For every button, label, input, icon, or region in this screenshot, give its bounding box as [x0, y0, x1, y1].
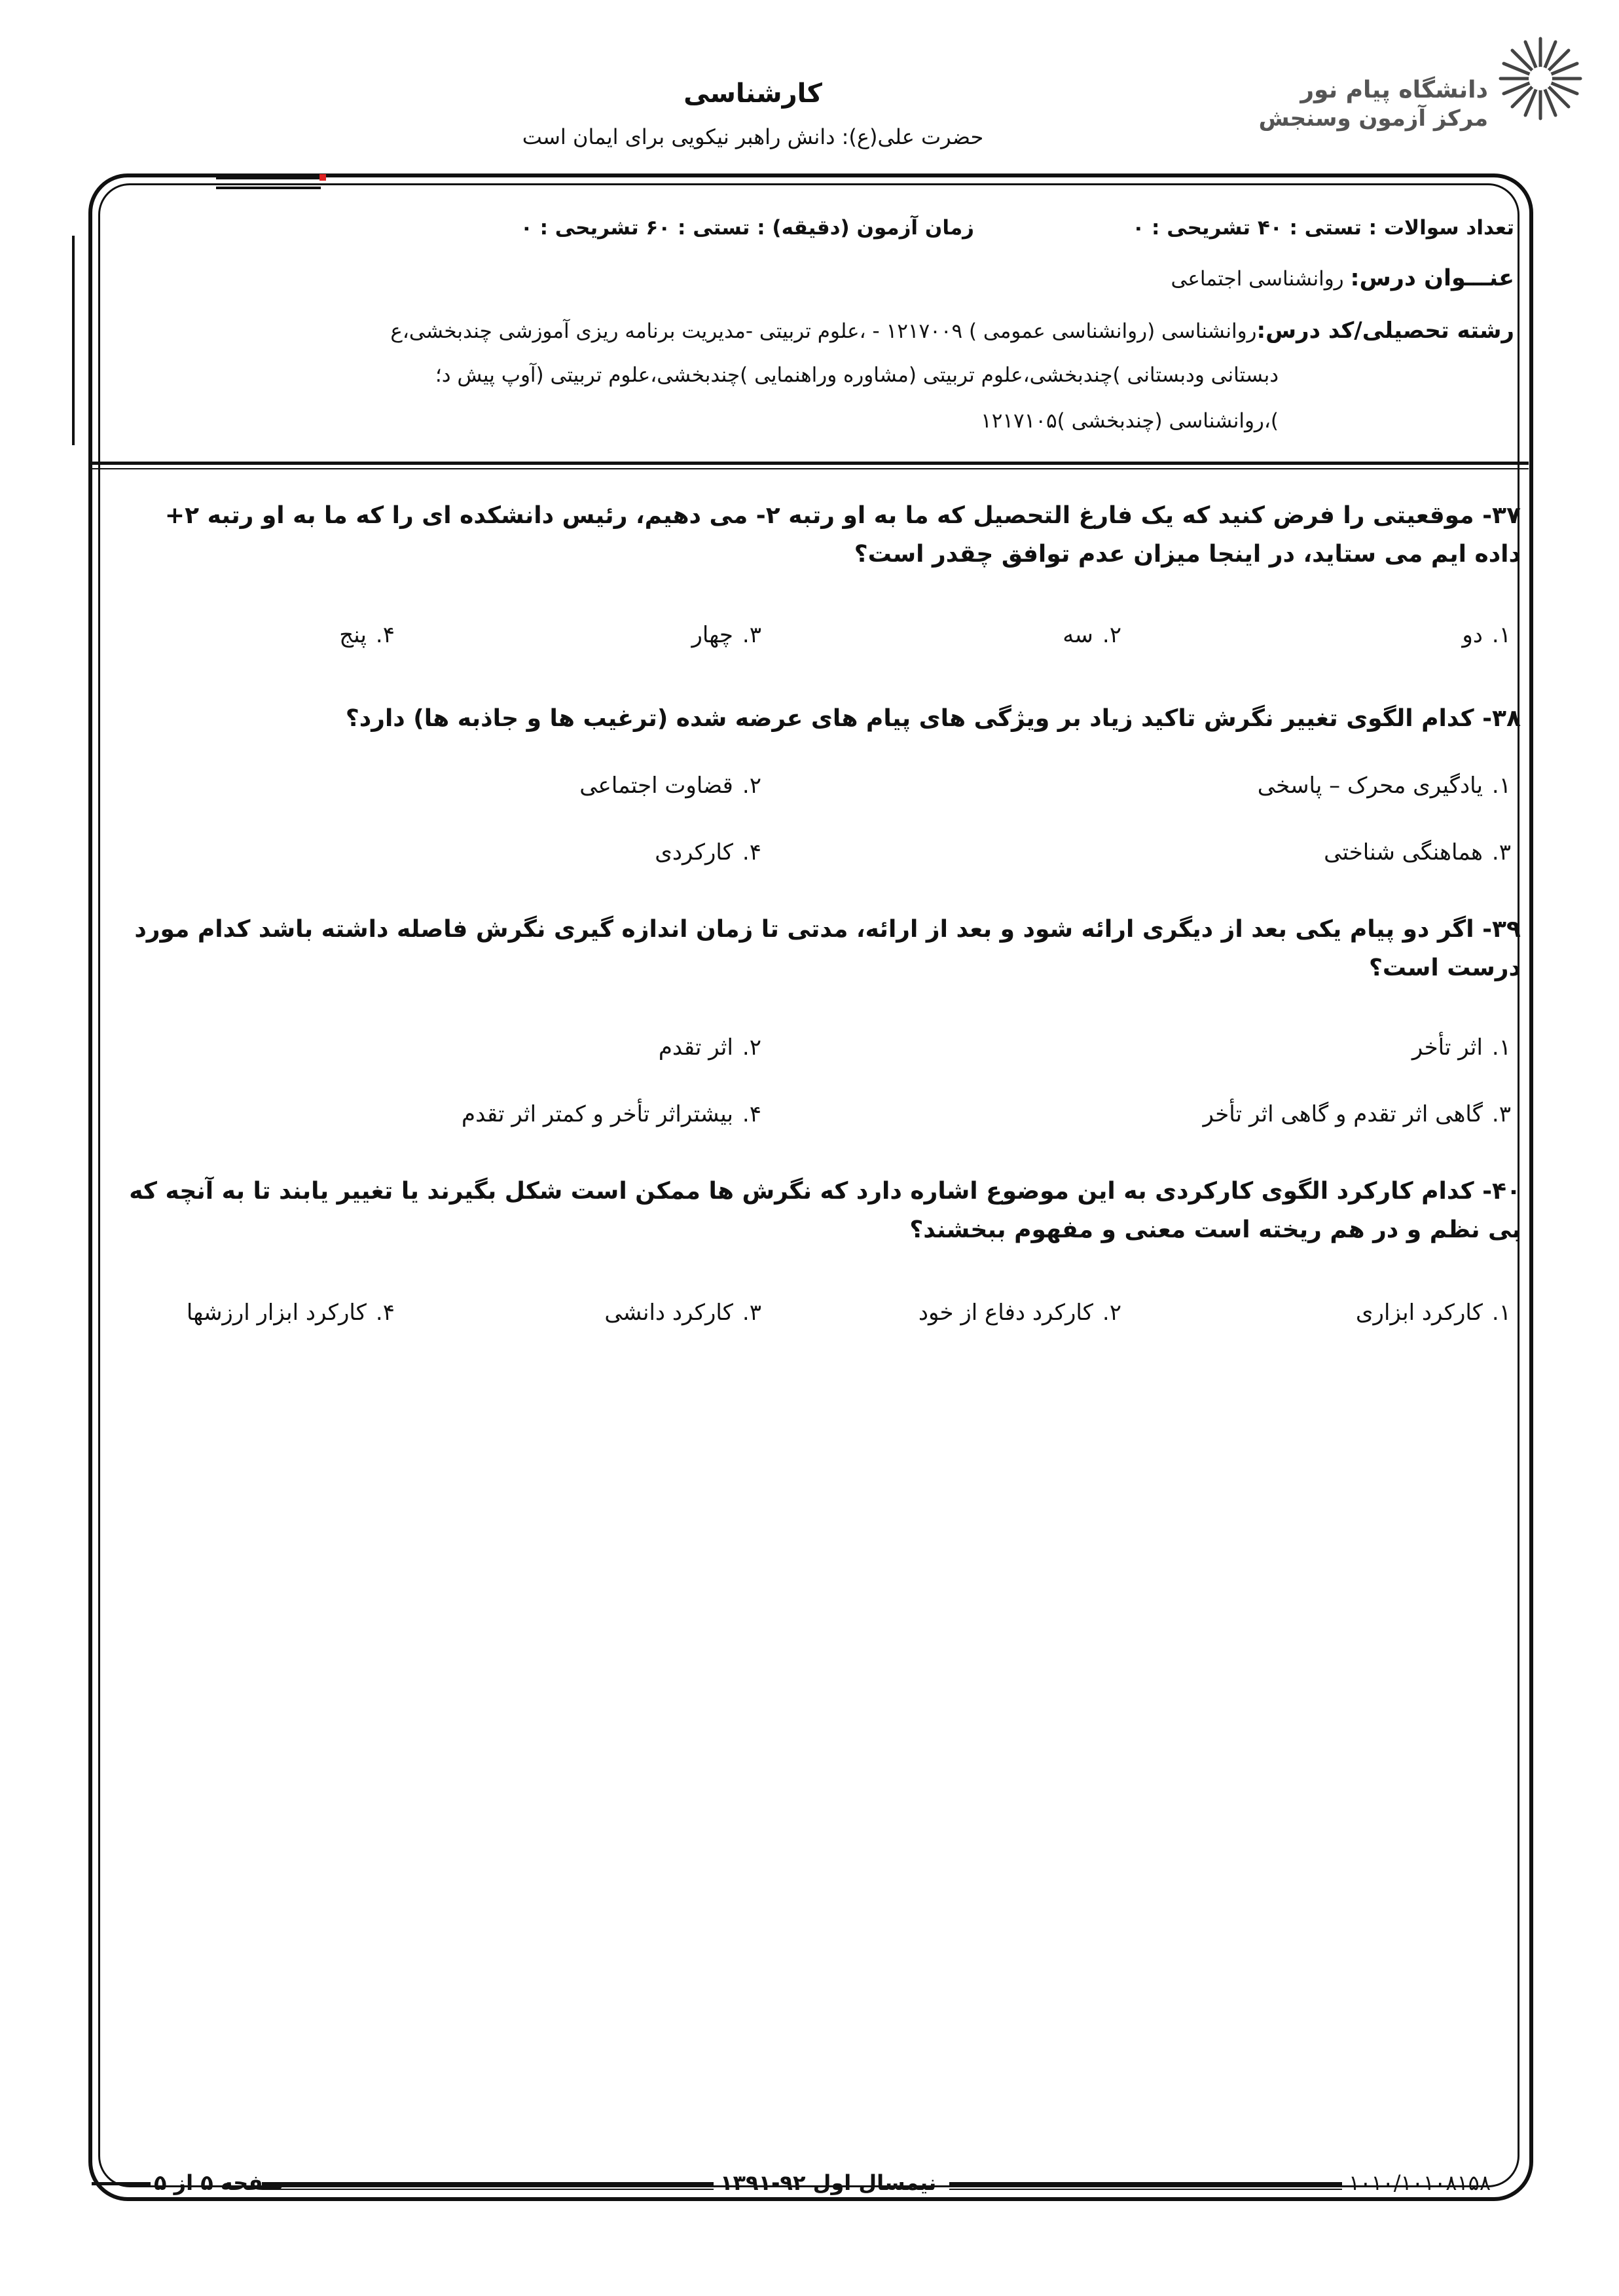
frame-mark — [216, 187, 321, 189]
option-40-3[interactable]: ۳.کارکرد دانشی — [604, 1300, 761, 1326]
option-38-4[interactable]: ۴.کارکردی — [655, 839, 761, 866]
question-count: تعداد سوالات : تستی : ۴۰ تشریحی : ۰ — [1132, 216, 1514, 240]
option-40-4[interactable]: ۴.کارکرد ابزار ارزشها — [186, 1300, 395, 1326]
university-logo-icon — [1498, 36, 1583, 121]
semester: نیمسال اول ۹۲-۱۳۹۱ — [720, 2170, 937, 2195]
question-40 — [120, 1172, 1521, 1250]
option-40-2[interactable]: ۲.کارکرد دفاع از خود — [918, 1300, 1121, 1326]
exam-time: زمان آزمون (دقیقه) : تستی : ۶۰ تشریحی : ۰ — [520, 216, 974, 240]
footer-rule-right-thin — [949, 2189, 1342, 2190]
exam-code: ۱۰۱۰/۱۰۱۰۸۱۵۸ — [1349, 2170, 1491, 2195]
footer-rule-right — [949, 2182, 1342, 2185]
option-40-1[interactable]: ۱.کارکرد ابزاری — [1355, 1300, 1511, 1326]
option-39-2[interactable]: ۲.اثر تقدم — [658, 1034, 761, 1061]
option-38-3[interactable]: ۳.هماهنگی شناختی — [1324, 839, 1511, 866]
exam-level: کارشناسی — [683, 79, 822, 109]
center-name: مرکز آزمون وسنجش — [1258, 105, 1488, 132]
question-number: ۳۸- — [1482, 705, 1521, 732]
field-line-1: روانشناسی (روانشناسی عمومی ) ۱۲۱۷۰۰۹ - ،علوم تربیتی -مدیریت برنامه ریزی آموزشی چندبخشی،ع — [390, 319, 1257, 343]
course-title-key: عنـــوان درس: — [1350, 265, 1514, 291]
question-number: ۴۰- — [1482, 1178, 1521, 1205]
field-line-2: دبستانی ودبستانی )چندبخشی،علوم تربیتی (مشاوره وراهنمایی )چندبخشی،علوم تربیتی (آوپ پیش د؛ — [435, 363, 1279, 387]
field-row-1 — [205, 318, 1514, 344]
option-38-2[interactable]: ۲.قضاوت اجتماعی — [579, 773, 761, 799]
footer-rule-edge-left — [92, 2182, 151, 2185]
page-number: صفحه ۵ از ۵ — [154, 2170, 284, 2195]
question-number: ۳۹- — [1482, 916, 1521, 943]
option-37-2[interactable]: ۲.سه — [1063, 622, 1121, 648]
option-37-3[interactable]: ۳.چهار — [691, 622, 761, 648]
question-number: ۳۷- — [1482, 502, 1521, 529]
course-title-row — [139, 265, 1514, 291]
field-line-3: )،روانشناسی (چندبخشی )۱۲۱۷۱۰۵ — [981, 409, 1279, 433]
question-text: اگر دو پیام یکی بعد از دیگری ارائه شود و بعد از ارائه، مدتی تا زمان اندازه گیری نگرش فاصله داشته باشد کدام مورد درست است؟ — [134, 916, 1521, 982]
question-text: موقعیتی را فرض کنید که یک فارغ التحصیل که ما به او رتبه ۲- می دهیم، رئیس دانشکده ای را که ما به او رتبه ۲+ داده ایم می ستاید، در اینجا میزان عدم توافق چقدر است؟ — [164, 502, 1521, 568]
question-39 — [120, 910, 1521, 988]
header-separator-thin — [92, 468, 1529, 469]
option-37-4[interactable]: ۴.پنج — [339, 622, 395, 648]
frame-edge-mark — [72, 236, 80, 445]
course-title-value: روانشناسی اجتماعی — [1171, 267, 1351, 291]
question-text: کدام الگوی تغییر نگرش تاکید زیاد بر ویژگی های پیام های عرضه شده (ترغیب ها و جاذبه ها) دارد؟ — [345, 705, 1474, 732]
option-37-1[interactable]: ۱.دو — [1462, 622, 1511, 648]
field-key: رشته تحصیلی/کد درس: — [1256, 318, 1514, 344]
option-39-1[interactable]: ۱.اثر تأخر — [1411, 1034, 1511, 1061]
university-name: دانشگاه پیام نور — [1300, 77, 1488, 103]
option-39-3[interactable]: ۳.گاهی اثر تقدم و گاهی اثر تأخر — [1203, 1101, 1511, 1127]
footer-rule-left — [262, 2182, 714, 2185]
question-37 — [120, 496, 1521, 574]
option-38-1[interactable]: ۱.یادگیری محرک – پاسخی — [1257, 773, 1511, 799]
question-text: کدام کارکرد الگوی کارکردی به این موضوع اشاره دارد که نگرش ها ممکن است شکل بگیرند یا تغییر یابند تا به آنچه که بی نظم و در هم ریخته است معنی و مفهوم ببخشند؟ — [129, 1178, 1521, 1244]
frame-mark — [216, 175, 321, 179]
question-38 — [120, 699, 1521, 738]
header-separator — [92, 462, 1529, 465]
frame-mark-red — [319, 174, 326, 181]
motto: حضرت علی(ع): دانش راهبر نیکویی برای ایمان است — [522, 124, 984, 149]
option-39-4[interactable]: ۴.بیشتراثر تأخر و کمتر اثر تقدم — [462, 1101, 761, 1127]
university-name-block — [1252, 75, 1488, 133]
footer-rule-left-thin — [262, 2189, 714, 2190]
